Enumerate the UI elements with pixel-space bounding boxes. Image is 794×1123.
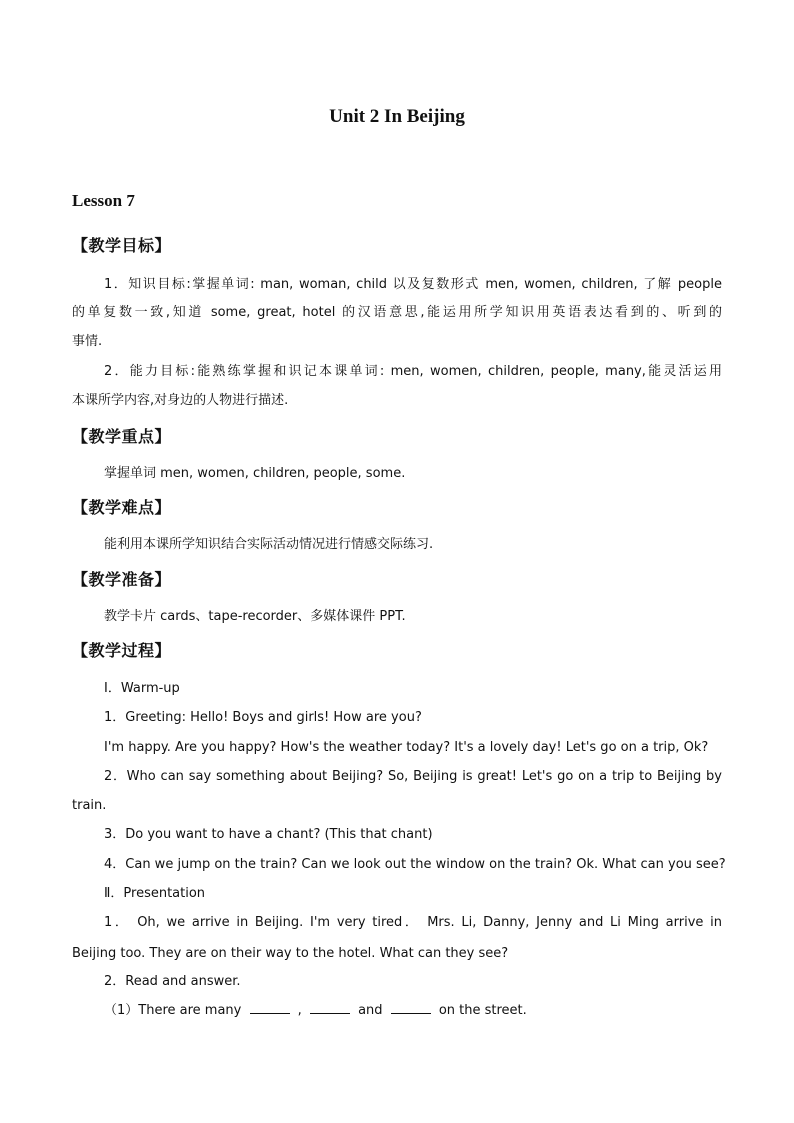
question1-comma: , bbox=[297, 1003, 302, 1018]
answer-blank bbox=[310, 1001, 350, 1014]
train-line: 4．Can we jump on the train? Can we look out the window on the train? Ok. What can you see? bbox=[104, 857, 726, 872]
beijing-line2: train. bbox=[72, 798, 107, 813]
preparation-text: 教学卡片 cards、tape-recorder、多媒体课件 PPT. bbox=[104, 609, 406, 624]
chant-line: 3．Do you want to have a chant? (This that chant) bbox=[104, 827, 433, 842]
question1-prefix: （1）There are many bbox=[104, 1003, 242, 1018]
process-heading: 【教学过程】 bbox=[72, 641, 172, 660]
read-answer-line: 2．Read and answer. bbox=[104, 974, 241, 989]
keypoints-text: 掌握单词 men, women, children, people, some. bbox=[104, 466, 406, 481]
difficulties-heading: 【教学难点】 bbox=[72, 498, 172, 517]
objective1-line1: 1．知识目标:掌握单词: man, woman, child 以及复数形式 men, women, children, 了解 people bbox=[104, 277, 722, 292]
document-title: Unit 2 In Beijing bbox=[329, 106, 465, 127]
question1-suffix: on the street. bbox=[438, 1003, 527, 1018]
question1-and: and bbox=[358, 1003, 383, 1018]
answer-blank bbox=[250, 1001, 290, 1014]
keypoints-heading: 【教学重点】 bbox=[72, 427, 172, 446]
question1-line bbox=[104, 1001, 527, 1021]
objectives-heading: 【教学目标】 bbox=[72, 236, 172, 255]
objective2-line1: 2．能力目标:能熟练掌握和识记本课单词: men, women, children, people, many,能灵活运用 bbox=[104, 364, 722, 379]
lesson-heading: Lesson 7 bbox=[72, 191, 135, 210]
beijing-line1: 2．Who can say something about Beijing? So, Beijing is great! Let's go on a trip to Beijing by bbox=[104, 769, 722, 784]
objective2-line2: 本课所学内容,对身边的人物进行描述. bbox=[72, 393, 289, 408]
arrive-line2: Beijing too. They are on their way to the hotel. What can they see? bbox=[72, 946, 509, 961]
arrive-line1: 1． Oh, we arrive in Beijing. I'm very tired． Mrs. Li, Danny, Jenny and Li Ming arrive in bbox=[104, 915, 722, 930]
presentation-heading: Ⅱ．Presentation bbox=[104, 886, 206, 901]
warmup-heading: Ⅰ．Warm-up bbox=[104, 681, 180, 696]
preparation-heading: 【教学准备】 bbox=[72, 570, 172, 589]
objective1-line2: 的单复数一致,知道 some, great, hotel 的汉语意思,能运用所学知识用英语表达看到的、听到的 bbox=[72, 305, 722, 320]
difficulties-text: 能利用本课所学知识结合实际活动情况进行情感交际练习. bbox=[104, 537, 434, 552]
greeting-line: 1．Greeting: Hello! Boys and girls! How are you? bbox=[104, 710, 422, 725]
answer-blank bbox=[391, 1001, 431, 1014]
objective1-line3: 事情. bbox=[72, 334, 103, 349]
greeting-line2: I'm happy. Are you happy? How's the weather today? It's a lovely day! Let's go on a trip, Ok? bbox=[104, 740, 709, 755]
